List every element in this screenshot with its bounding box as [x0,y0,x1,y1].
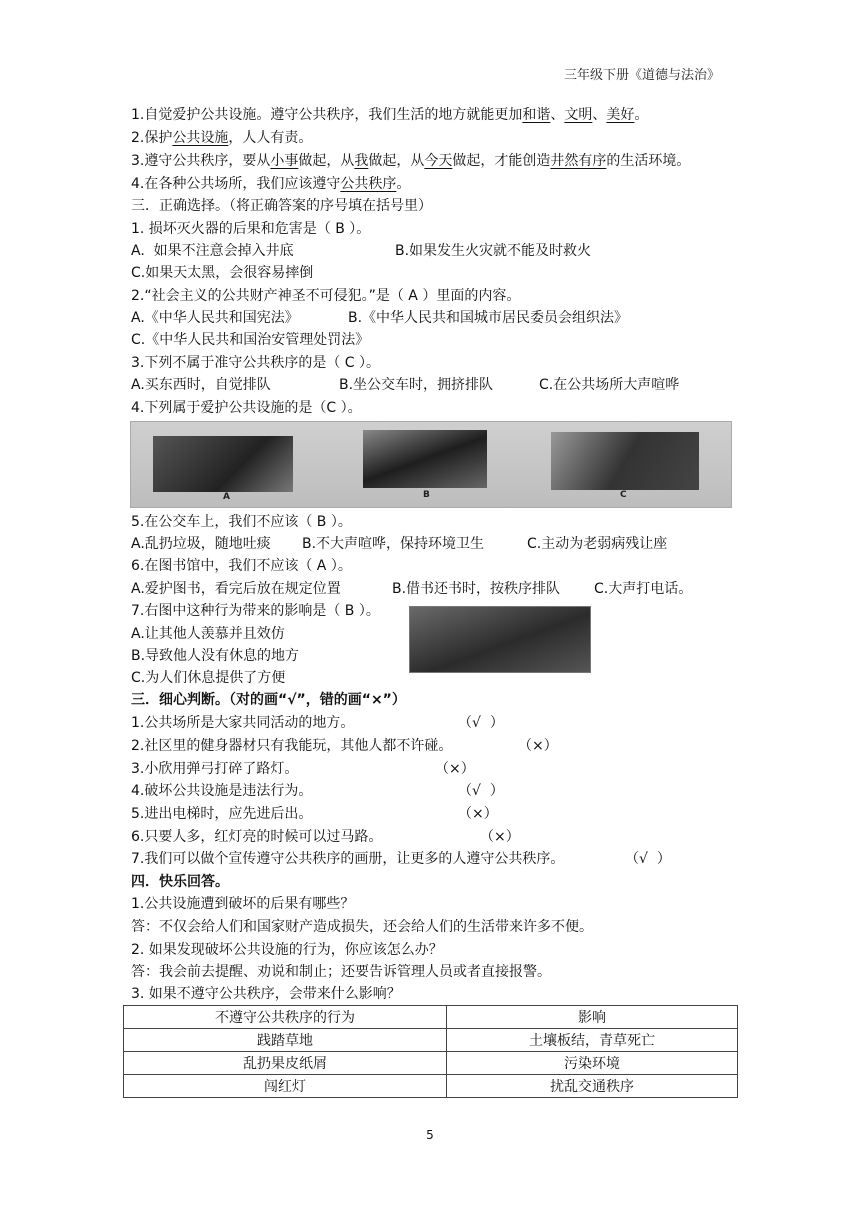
question-5-options [131,534,668,554]
judge-item: 5.进出电梯时，应先进后出。 （×） [131,806,498,822]
option-b: B.不大声喧哗，保持环境卫生 [302,536,485,552]
page-header: 三年级下册《道德与法治》 [563,68,720,83]
answer-underlined: 和谐 [522,107,551,123]
judge-item: 3.小欣用弹弓打碎了路灯。 （×） [131,761,475,777]
photo-c [551,432,699,490]
answer-text-1: 答：不仅会给人们和国家财产造成损失，还会给人们的生活带来许多不便。 [131,919,593,935]
answer-underlined: 我 [354,153,369,169]
table-cell: 污染环境 [447,1052,738,1075]
question-1-options [131,241,592,261]
option-a: A.乱扔垃圾，随地吐痰 [131,536,271,552]
question-3-options [131,375,680,395]
answer-underlined: 美好 [606,107,635,123]
consequence-table [123,1005,738,1098]
fill-line-1: 1.自觉爱护公共设施。遵守公共秩序，我们生活的地方就能更加和谐、文明、美好。 [131,107,649,123]
option-b: B.如果发生火灾就不能及时救火 [395,243,592,259]
question-5: 5.在公交车上，我们不应该（ B ）。 [131,514,352,530]
question-7-photo [409,606,591,673]
judge-item: 7.我们可以做个宣传遵守公共秩序的画册，让更多的人遵守公共秩序。 （√ ） [131,851,671,867]
option-b: B.导致他人没有休息的地方 [131,648,300,664]
option-a: A.买东西时，自觉排队 [131,377,271,393]
table-cell: 闯红灯 [124,1075,447,1098]
table-header-row [124,1006,738,1029]
option-a: A.爱护图书，看完后放在规定位置 [131,581,341,597]
answer-text-2: 答：我会前去提醒、劝说和制止；还要告诉管理人员或者直接报警。 [131,964,551,980]
table-cell: 土壤板结，青草死亡 [447,1029,738,1052]
answer-underlined: 公共秩序 [340,176,397,192]
question-2-options [131,308,629,328]
answer-underlined: 小事 [270,153,299,169]
answer-underlined: 今天 [424,153,453,169]
photo-label-c: C [620,490,627,500]
option-b: B.借书还书时，按秩序排队 [392,581,561,597]
option-c: C.《中华人民共和国治安管理处罚法》 [131,332,370,348]
option-a: A.让其他人羡慕并且效仿 [131,626,285,642]
table-row [124,1029,738,1052]
judge-mark: （×） [458,806,498,822]
section-title-choice: 三．正确选择。（将正确答案的序号填在括号里） [131,198,432,214]
fill-line-2: 2.保护公共设施，人人有责。 [131,130,313,146]
judge-mark: （×） [480,829,520,845]
question-2: 2.“社会主义的公共财产神圣不可侵犯。”是（ A ）里面的内容。 [131,288,521,304]
table-row [124,1075,738,1098]
question-6-options [131,579,693,599]
question-3: 3.下列不属于准守公共秩序的是（ C ）。 [131,355,381,371]
judge-mark: （×） [518,738,558,754]
judge-mark: （√ ） [458,783,504,799]
fill-line-3: 3.遵守公共秩序，要从小事做起，从我做起，从今天做起，才能创造井然有序的生活环境。 [131,153,691,169]
table-cell: 践踏草地 [124,1029,447,1052]
answer-question-2: 2. 如果发现破坏公共设施的行为，你应该怎么办？ [131,942,443,958]
table-cell: 乱扔果皮纸屑 [124,1052,447,1075]
option-c: C.如果天太黑，会很容易摔倒 [131,265,314,281]
table-row [124,1052,738,1075]
answer-underlined: 井然有序 [550,153,607,169]
answer-underlined: 公共设施 [172,130,229,146]
judge-item: 1.公共场所是大家共同活动的地方。 （√ ） [131,715,504,731]
judge-item: 2.社区里的健身器材只有我能玩，其他人都不许碰。 （×） [131,738,558,754]
judge-item: 4.破坏公共设施是违法行为。 （√ ） [131,783,504,799]
question-7: 7.右图中这种行为带来的影响是（ B ）。 [131,603,380,619]
judge-item: 6.只要人多，红灯亮的时候可以过马路。 （×） [131,829,520,845]
page-number: 5 [426,1128,434,1142]
option-b: B.坐公交车时，拥挤排队 [339,377,494,393]
question-4: 4.下列属于爱护公共设施的是（C ）。 [131,400,362,416]
table-cell: 扰乱交通秩序 [447,1075,738,1098]
answer-question-1: 1.公共设施遭到破坏的后果有哪些？ [131,896,355,912]
option-a: A. 如果不注意会掉入井底 [131,243,294,259]
option-c: C.为人们休息提供了方便 [131,670,286,686]
option-c: C.大声打电话。 [594,581,693,597]
option-c: C.在公共场所大声喧哗 [539,377,680,393]
photo-label-a: A [223,492,230,502]
option-b: B.《中华人民共和国城市居民委员会组织法》 [348,310,629,326]
table-header: 影响 [447,1006,738,1029]
judge-mark: （√ ） [458,715,504,731]
option-c: C.主动为老弱病残让座 [527,536,668,552]
judge-mark: （×） [435,761,475,777]
judge-mark: （√ ） [625,851,671,867]
photo-b [363,430,487,488]
option-a: A.《中华人民共和国宪法》 [131,310,299,326]
question-6: 6.在图书馆中，我们不应该（ A ）。 [131,558,352,574]
answer-question-3: 3. 如果不遵守公共秩序，会带来什么影响？ [131,986,401,1002]
answer-underlined: 文明 [564,107,593,123]
section-title-judge: 三．细心判断。（对的画“√”，错的画“×”） [131,692,406,708]
section-title-answer: 四．快乐回答。 [131,874,229,890]
photo-label-b: B [423,490,430,500]
table-header: 不遵守公共秩序的行为 [124,1006,447,1029]
question-1: 1. 损坏灭火器的后果和危害是（ B ）。 [131,221,371,237]
question-4-photo-strip [130,421,732,508]
photo-a [153,436,293,492]
fill-line-4: 4.在各种公共场所，我们应该遵守公共秩序。 [131,176,411,192]
